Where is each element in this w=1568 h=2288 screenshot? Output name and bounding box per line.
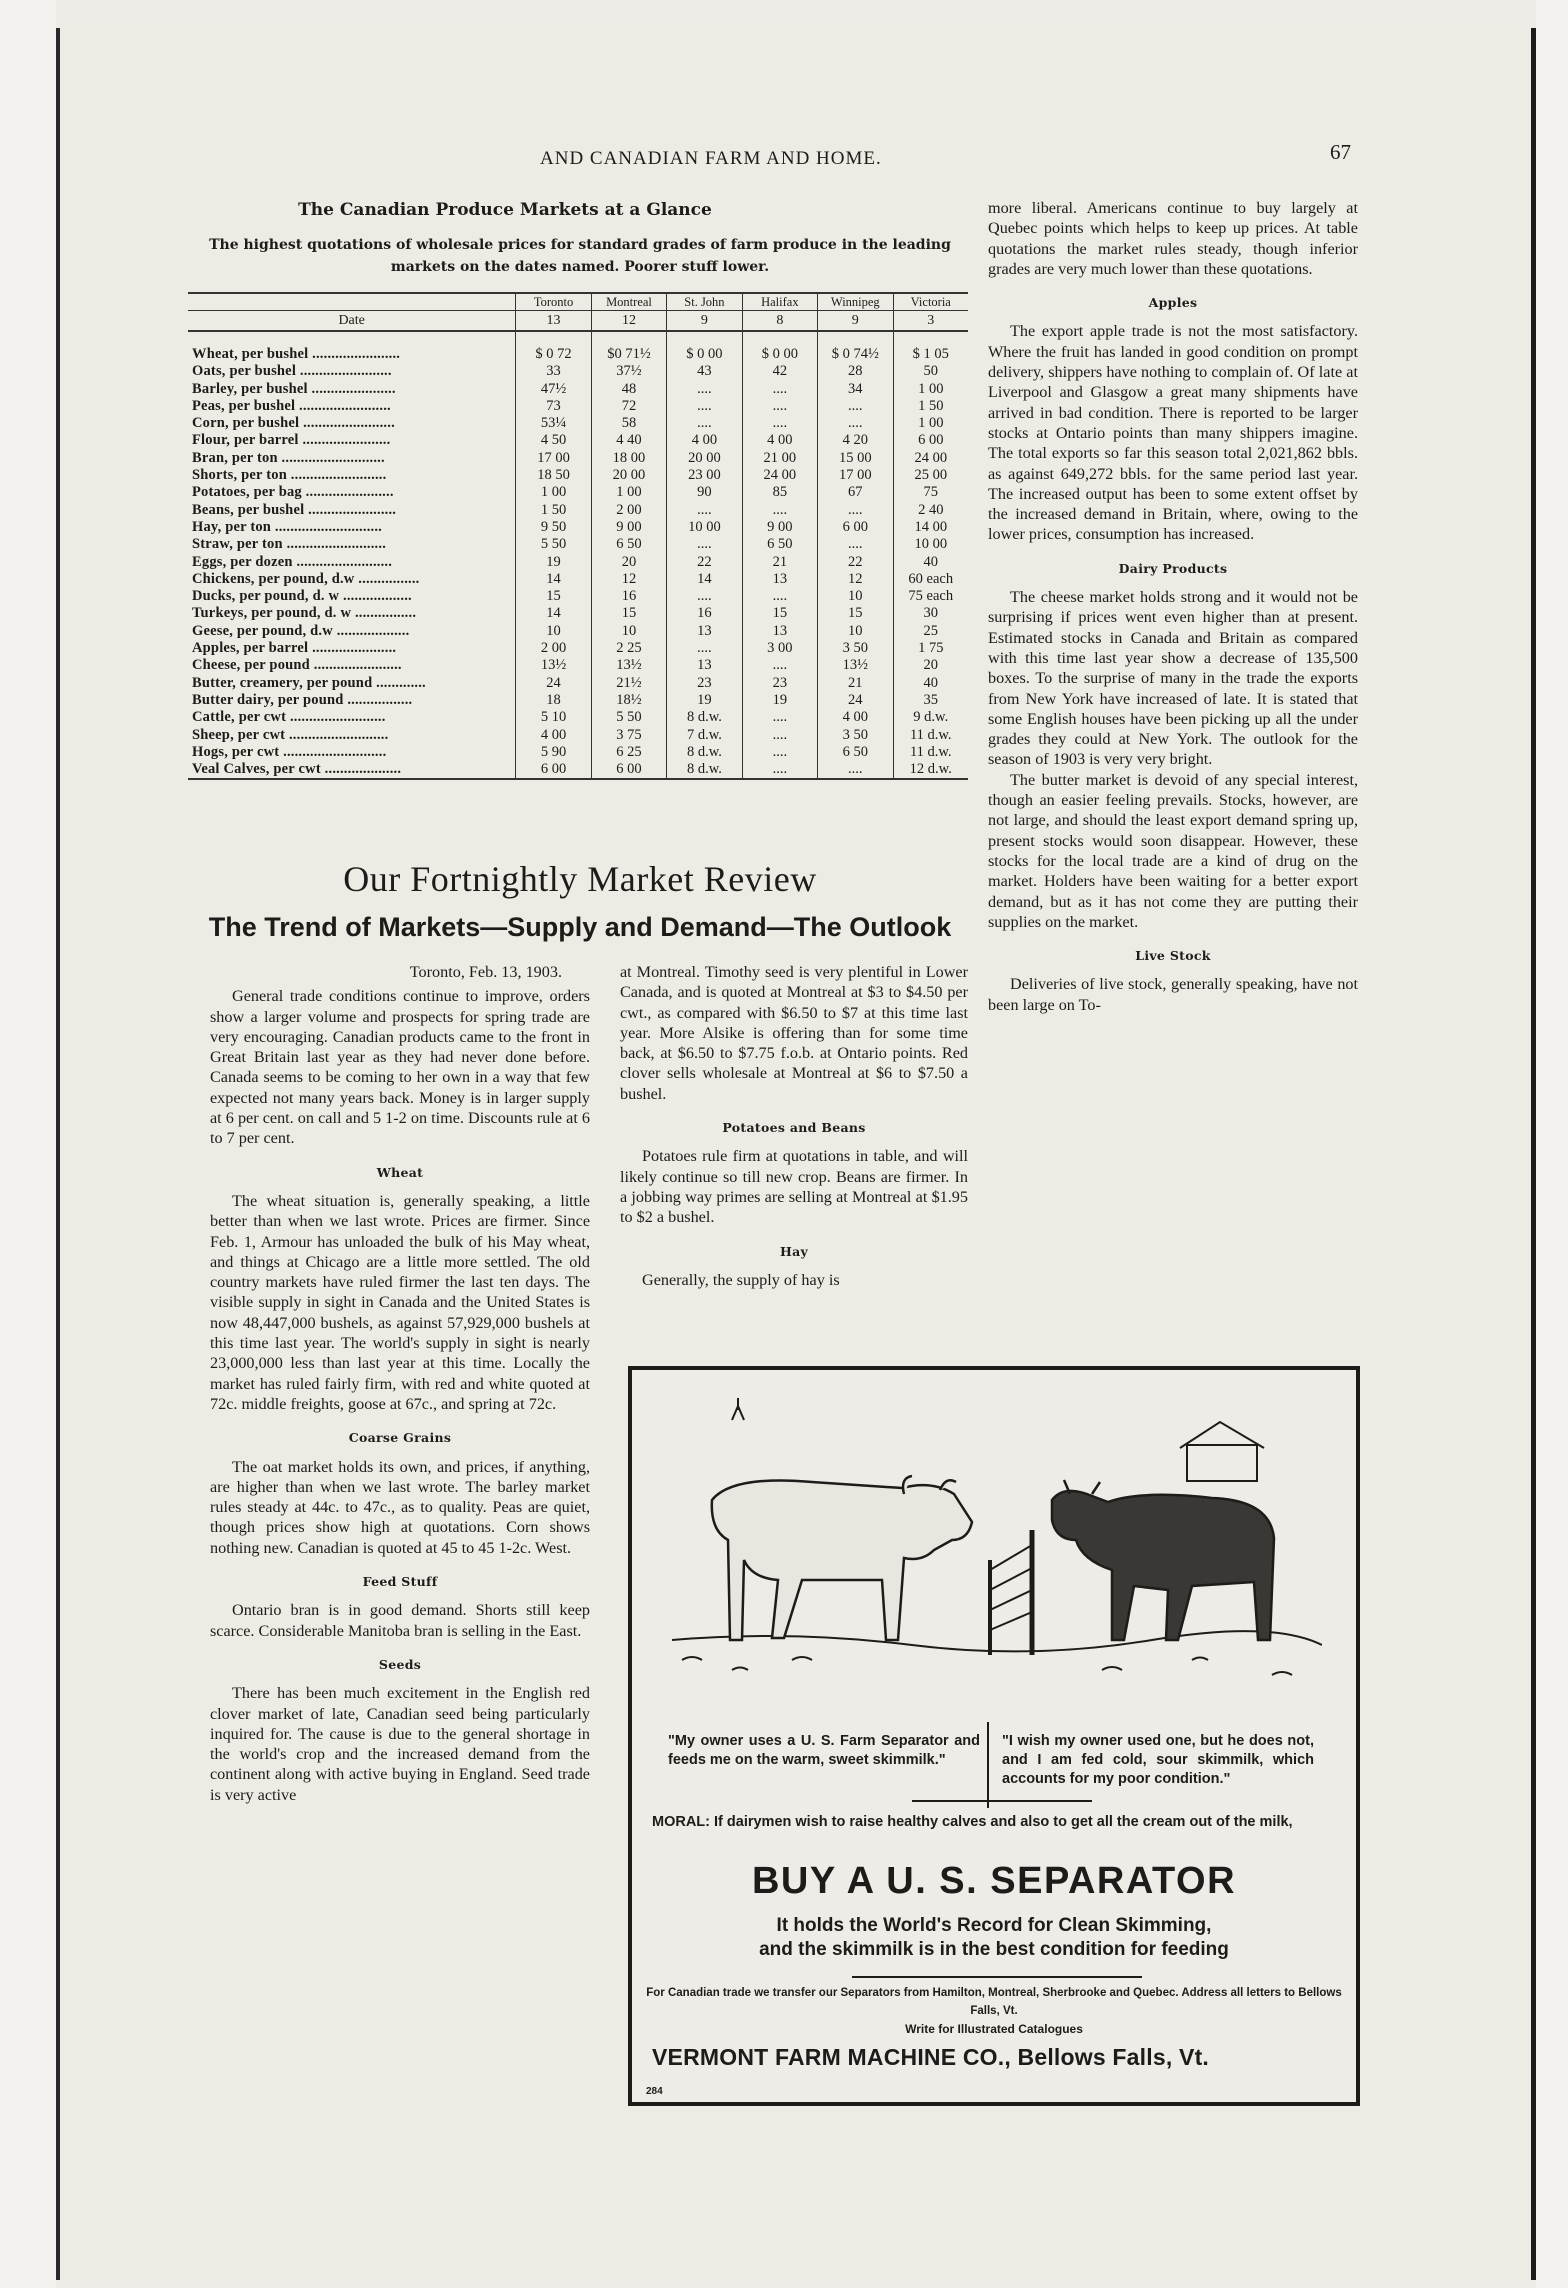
market-header: Victoria	[893, 293, 968, 311]
table-row	[188, 331, 968, 363]
product-name: Apples, per barrel ......................	[192, 640, 397, 657]
ad-tagline	[632, 1914, 1356, 1962]
table-subtitle: The highest quotations of wholesale prices for standard grades of farm produce in the leading markets on the dates named. Poorer stuff lower.	[209, 237, 951, 275]
price-cell: 5 10	[516, 709, 591, 726]
price-cell: 75 each	[893, 588, 968, 605]
table-header-markets	[188, 293, 968, 311]
price-cell: ....	[742, 709, 817, 726]
table-row	[188, 657, 968, 674]
price-cell: 23	[667, 675, 742, 692]
market-header: Montreal	[591, 293, 666, 311]
price-cell: 21 00	[742, 450, 817, 467]
price-cell: 40	[893, 675, 968, 692]
price-cell: ....	[742, 398, 817, 415]
price-cell: 4 20	[818, 432, 893, 449]
price-cell: 1 50	[893, 398, 968, 415]
price-cell: ....	[742, 588, 817, 605]
price-cell: ....	[742, 381, 817, 398]
table-row	[188, 415, 968, 432]
price-cell: ....	[818, 502, 893, 519]
price-cell: 6 50	[742, 536, 817, 553]
ad-catalogue-note: Write for Illustrated Catalogues	[905, 2022, 1083, 2036]
table-row	[188, 502, 968, 519]
table-row	[188, 554, 968, 571]
price-cell: ....	[667, 588, 742, 605]
price-cell: 43	[667, 363, 742, 380]
price-cell: $ 0 72	[516, 331, 591, 363]
price-cell: 10	[818, 588, 893, 605]
price-cell: 13½	[818, 657, 893, 674]
scan-margin-left	[0, 0, 56, 2288]
date-header: 12	[591, 311, 666, 332]
price-cell: 72	[591, 398, 666, 415]
product-name: Oats, per bushel ........................	[192, 363, 392, 380]
price-cell: 19	[667, 692, 742, 709]
section-heading-wheat: Wheat	[376, 1164, 424, 1180]
table-row	[188, 623, 968, 640]
apples-paragraph: The export apple trade is not the most satisfactory. Where the fruit has landed in good condition on prompt delivery, shippers have nothing to complain of. Of late at Liverpool and Glasgow a great many shipments have arrived in bad condition. There is reported to be larger stocks at Ontario points than many shippers imagine. The total exports so far this season total 2,021,862 bbls. as against 649,272 bbls. for the same period last year. The increased output has been to some extent offset by the increased demand in Britain, where, owing to the lower prices, consumption has increased.	[988, 322, 1358, 544]
article-column-right	[988, 198, 1358, 1015]
dateline: Toronto, Feb. 13, 1903.	[409, 963, 562, 981]
price-cell: 13	[667, 623, 742, 640]
quote-healthy-calf: "My owner uses a U. S. Farm Separator and feeds me on the warm, sweet skimmilk."	[668, 1733, 980, 1768]
date-header: 9	[667, 311, 742, 332]
price-cell: 25 00	[893, 467, 968, 484]
price-cell: 18 50	[516, 467, 591, 484]
market-header: Toronto	[516, 293, 591, 311]
price-cell: 12	[591, 571, 666, 588]
price-cell: 16	[667, 605, 742, 622]
price-cell: 3 75	[591, 727, 666, 744]
date-label: Date	[188, 311, 516, 332]
date-header: 8	[742, 311, 817, 332]
price-cell: 6 50	[591, 536, 666, 553]
price-cell: 9 50	[516, 519, 591, 536]
product-name: Corn, per bushel ........................	[192, 415, 395, 432]
price-cell: 40	[893, 554, 968, 571]
table-body	[188, 331, 968, 779]
section-heading-seeds: Seeds	[378, 1656, 422, 1672]
feed-stuff-paragraph: Ontario bran is in good demand. Shorts still keep scarce. Considerable Manitoba bran is selling in the East.	[210, 1601, 590, 1640]
price-cell: 2 00	[516, 640, 591, 657]
price-cell: ....	[818, 398, 893, 415]
price-cell: 13	[742, 571, 817, 588]
price-cell: ....	[742, 415, 817, 432]
price-cell: ....	[667, 398, 742, 415]
price-cell: 13½	[516, 657, 591, 674]
price-cell: 5 90	[516, 744, 591, 761]
price-cell: ....	[667, 502, 742, 519]
table-row	[188, 571, 968, 588]
product-name: Cattle, per cwt .........................	[192, 709, 386, 726]
price-cell: $ 0 00	[667, 331, 742, 363]
price-cell: 21	[818, 675, 893, 692]
price-cell: 12 d.w.	[893, 761, 968, 779]
product-name: Butter, creamery, per pound .............	[192, 674, 426, 691]
price-cell: 2 25	[591, 640, 666, 657]
table-title: The Canadian Produce Markets at a Glance	[298, 200, 712, 220]
ad-moral: MORAL: If dairymen wish to raise healthy calves and also to get all the cream out of the milk,	[652, 1814, 1293, 1830]
ad-code: 284	[646, 2086, 663, 2097]
table-row	[188, 450, 968, 467]
price-cell: ....	[667, 536, 742, 553]
product-name: Bran, per ton ...........................	[192, 449, 385, 466]
price-cell: 3 00	[742, 640, 817, 657]
table-row	[188, 761, 968, 779]
price-cell: 14	[516, 605, 591, 622]
price-cell: 13	[742, 623, 817, 640]
livestock-paragraph: Deliveries of live stock, generally speaking, have not been large on To-	[988, 975, 1358, 1014]
ad-rule	[852, 1976, 1142, 1978]
price-cell: 8 d.w.	[667, 709, 742, 726]
price-cell: 10 00	[667, 519, 742, 536]
table-row	[188, 467, 968, 484]
butter-paragraph: The butter market is devoid of any special interest, though an easier feeling prevails. Stocks, however, are not large, and should the least export demand spring up, present stocks would soon disappear. However, these stocks for the local trade are a kind of drug on the market. Holders have been waiting for a better export demand, but as it has not come they are putting their supplies on the market.	[988, 770, 1358, 931]
product-name: Wheat, per bushel .......................	[192, 346, 401, 362]
price-cell: 15	[742, 605, 817, 622]
product-name: Cheese, per pound .......................	[192, 657, 402, 674]
price-cell: 4 00	[742, 432, 817, 449]
price-cell: 67	[818, 484, 893, 501]
price-cell: 14	[667, 571, 742, 588]
price-cell: 30	[893, 605, 968, 622]
price-cell: 6 50	[818, 744, 893, 761]
table-row	[188, 398, 968, 415]
price-cell: 75	[893, 484, 968, 501]
price-cell: 60 each	[893, 571, 968, 588]
price-cell: $ 0 00	[742, 331, 817, 363]
ad-trade-note: For Canadian trade we transfer our Separators from Hamilton, Montreal, Sherbrooke and Quebec. Address all letters to Bellows Falls, Vt.	[646, 1987, 1342, 2017]
product-name: Ducks, per pound, d. w ..................	[192, 588, 412, 605]
price-cell: 4 00	[667, 432, 742, 449]
market-header: St. John	[667, 293, 742, 311]
ad-tagline-line-1: It holds the World's Record for Clean Skimming,	[776, 1915, 1212, 1936]
table-row	[188, 363, 968, 380]
hay-paragraph: Generally, the supply of hay is	[642, 1270, 840, 1289]
price-cell: 58	[591, 415, 666, 432]
price-cell: 3 50	[818, 640, 893, 657]
price-cell: 53¼	[516, 415, 591, 432]
price-cell: 85	[742, 484, 817, 501]
price-cell: 21½	[591, 675, 666, 692]
price-cell: 22	[818, 554, 893, 571]
price-cell: 6 00	[893, 432, 968, 449]
price-cell: 42	[742, 363, 817, 380]
ad-tagline-line-2: and the skimmilk is in the best condition for feeding	[759, 1939, 1229, 1960]
price-cell: 1 00	[893, 415, 968, 432]
wheat-paragraph: The wheat situation is, generally speaking, a little better than when we last wrote. Prices are firmer. Since Feb. 1, Armour has unloaded the bulk of his May wheat, and things at Chicago are a little more settled. The old country markets have ruled firmer the last ten days. The visible supply in sight in Canada and the United States is now 48,447,000 bushels, as against 57,929,000 bushels at this time last year. The world's supply in sight is nearly 23,000,000 less than last year at this time. Locally the market has ruled fairly firm, with red and white quoted at 72c. middle freights, goose at 67c., and spring at 72c.	[210, 1191, 590, 1413]
price-cell: 1 50	[516, 502, 591, 519]
price-cell: 24 00	[742, 467, 817, 484]
product-name: Beans, per bushel .......................	[192, 501, 397, 518]
calves-illustration-icon	[672, 1390, 1322, 1710]
price-cell: 2 40	[893, 502, 968, 519]
product-name: Barley, per bushel ......................	[192, 380, 396, 397]
date-header: 9	[818, 311, 893, 332]
price-cell: ....	[818, 415, 893, 432]
price-cell: 23 00	[667, 467, 742, 484]
product-name: Potatoes, per bag .......................	[192, 484, 394, 501]
price-cell: 10	[516, 623, 591, 640]
price-cell: 11 d.w.	[893, 727, 968, 744]
scan-margin-right	[1536, 0, 1568, 2288]
price-cell: 34	[818, 381, 893, 398]
table-row	[188, 605, 968, 622]
product-name: Butter dairy, per pound .................	[192, 691, 413, 708]
market-header: Winnipeg	[818, 293, 893, 311]
price-cell: 1 00	[516, 484, 591, 501]
price-cell: 16	[591, 588, 666, 605]
table-header-dates	[188, 311, 968, 332]
section-heading-live-stock: Live Stock	[1135, 948, 1211, 964]
market-header: Halifax	[742, 293, 817, 311]
table-row	[188, 536, 968, 553]
price-cell: ....	[667, 381, 742, 398]
section-heading-potatoes-beans: Potatoes and Beans	[722, 1120, 866, 1136]
section-heading-apples: Apples	[1148, 295, 1198, 311]
price-cell: 33	[516, 363, 591, 380]
price-cell: 4 40	[591, 432, 666, 449]
table-row	[188, 709, 968, 726]
section-heading-feed-stuff: Feed Stuff	[362, 1574, 438, 1590]
price-cell: 15	[591, 605, 666, 622]
product-name: Geese, per pound, d.w ...................	[192, 622, 410, 639]
price-cell: 3 50	[818, 727, 893, 744]
intro-paragraph: General trade conditions continue to improve, orders show a larger volume and prospects for spring trade are very encouraging. Canadian products came to the front in Great Britain last year as they had never done before. Canada seems to be coming to her own in a way that few expected not many years back. Money is in larger supply at 6 per cent. on call and 5 1-2 on time. Discounts rule at 6 to 7 per cent.	[210, 987, 590, 1148]
coarse-grains-paragraph: The oat market holds its own, and prices, if anything, are higher than when we last wrote. The barley market rules steady at 44c. to 47c., as to quality. Peas are quiet, though prices show high at quotations. Corn shows nothing new. Canadian is quoted at 45 to 45 1-2c. West.	[210, 1457, 590, 1557]
price-cell: 5 50	[516, 536, 591, 553]
price-cell: 20	[893, 657, 968, 674]
table-row	[188, 692, 968, 709]
price-cell: ....	[818, 536, 893, 553]
price-cell: 18½	[591, 692, 666, 709]
price-cell: 2 00	[591, 502, 666, 519]
quote-poor-calf: "I wish my owner used one, but he does not, and I am fed cold, sour skimmilk, which accounts for my poor condition."	[1002, 1733, 1314, 1787]
price-cell: 8 d.w.	[667, 761, 742, 779]
price-cell: 10	[818, 623, 893, 640]
price-cell: 12	[818, 571, 893, 588]
price-cell: 13	[667, 657, 742, 674]
date-header: 13	[516, 311, 591, 332]
price-cell: 22	[667, 554, 742, 571]
price-cell: 21	[742, 554, 817, 571]
price-cell: $0 71½	[591, 331, 666, 363]
price-cell: 19	[742, 692, 817, 709]
price-cell: 4 00	[516, 727, 591, 744]
table-row	[188, 727, 968, 744]
ad-headline: BUY A U. S. SEPARATOR	[751, 1860, 1237, 1902]
price-cell: 1 00	[893, 381, 968, 398]
seeds-paragraph: There has been much excitement in the English red clover market of late, Canadian seed being particularly inquired for. The cause is due to the general shortage in the world's crop and the increased demand from the continent along with active buying in England. Seed trade is very active	[210, 1684, 590, 1804]
ad-company-name: VERMONT FARM MACHINE CO., Bellows Falls, Vt.	[652, 2044, 1210, 2070]
price-cell: 6 00	[516, 761, 591, 779]
article-column-middle	[620, 962, 968, 1290]
price-cell: 6 00	[818, 519, 893, 536]
potatoes-paragraph: Potatoes rule firm at quotations in table, and will likely continue so till new crop. Beans are firmer. In a jobbing way primes are selling at Montreal at $1.95 to $2 a bushel.	[620, 1147, 968, 1227]
table-row	[188, 519, 968, 536]
running-head: AND CANADIAN FARM AND HOME.	[540, 148, 882, 169]
quote-divider	[987, 1722, 989, 1808]
price-cell: 25	[893, 623, 968, 640]
review-subtitle: The Trend of Markets—Supply and Demand—The Outlook	[208, 912, 952, 942]
product-name: Peas, per bushel ........................	[192, 397, 391, 414]
price-cell: 15 00	[818, 450, 893, 467]
price-cell: 17 00	[516, 450, 591, 467]
price-cell: 20 00	[591, 467, 666, 484]
product-name: Hogs, per cwt ...........................	[192, 743, 387, 760]
price-cell: 24	[516, 675, 591, 692]
price-cell: ....	[742, 744, 817, 761]
price-cell: 20	[591, 554, 666, 571]
seeds-continued: at Montreal. Timothy seed is very plentiful in Lower Canada, and is quoted at Montreal at $3 to $4.50 per cwt., as compared with $6.50 to $7 at this time last year. More Alsike is offering than for some time back, at $6.50 to $7.75 f.o.b. at Ontario points. Red clover sells wholesale at Montreal at $6 to $7.50 a bushel.	[620, 963, 968, 1103]
price-cell: 5 50	[591, 709, 666, 726]
price-cell: 50	[893, 363, 968, 380]
price-cell: $ 1 05	[893, 331, 968, 363]
price-cell: 20 00	[667, 450, 742, 467]
price-cell: 15	[818, 605, 893, 622]
table-row	[188, 381, 968, 398]
review-title: Our Fortnightly Market Review	[343, 859, 817, 899]
price-cell: 7 d.w.	[667, 727, 742, 744]
produce-price-table	[188, 292, 968, 780]
product-name: Flour, per barrel .......................	[192, 432, 391, 449]
separator-advertisement	[628, 1366, 1360, 2106]
product-name: Hay, per ton ............................	[192, 518, 382, 535]
price-cell: 35	[893, 692, 968, 709]
price-cell: 23	[742, 675, 817, 692]
product-name: Sheep, per cwt ..........................	[192, 726, 389, 743]
price-cell: 17 00	[818, 467, 893, 484]
price-cell: 24 00	[893, 450, 968, 467]
price-cell: ....	[742, 657, 817, 674]
price-cell: ....	[667, 415, 742, 432]
product-name: Eggs, per dozen .........................	[192, 553, 393, 570]
header-blank	[188, 293, 516, 311]
article-column-left	[210, 962, 590, 1805]
price-cell: 15	[516, 588, 591, 605]
price-cell: 11 d.w.	[893, 744, 968, 761]
price-cell: 19	[516, 554, 591, 571]
table-row	[188, 675, 968, 692]
price-cell: 6 00	[591, 761, 666, 779]
price-cell: ....	[667, 640, 742, 657]
table-row	[188, 484, 968, 501]
price-cell: 73	[516, 398, 591, 415]
price-cell: ....	[742, 727, 817, 744]
table-row	[188, 744, 968, 761]
price-cell: 90	[667, 484, 742, 501]
cheese-paragraph: The cheese market holds strong and it would not be surprising if prices went even higher than at present. Estimated stocks in Canada and Britain as compared with this time last year show a decrease of 135,500 boxes. To the surprise of many in the trade the exports from New York have increased of late. It is stated that some English houses have been picking up all the under grades they could at New York. The outlook for the season of 1903 is very very bright.	[988, 588, 1358, 769]
section-heading-hay: Hay	[779, 1243, 809, 1259]
price-cell: 8 d.w.	[667, 744, 742, 761]
price-cell: 37½	[591, 363, 666, 380]
price-cell: 14	[516, 571, 591, 588]
price-cell: ....	[818, 761, 893, 779]
price-cell: 10	[591, 623, 666, 640]
price-cell: $ 0 74½	[818, 331, 893, 363]
price-cell: 9 00	[591, 519, 666, 536]
price-cell: 13½	[591, 657, 666, 674]
price-cell: 28	[818, 363, 893, 380]
table-row	[188, 588, 968, 605]
price-cell: 47½	[516, 381, 591, 398]
price-cell: 18	[516, 692, 591, 709]
price-cell: 6 25	[591, 744, 666, 761]
price-cell: 9 d.w.	[893, 709, 968, 726]
moral-rule	[912, 1800, 1092, 1802]
price-cell: 14 00	[893, 519, 968, 536]
price-cell: 4 00	[818, 709, 893, 726]
price-cell: 9 00	[742, 519, 817, 536]
price-cell: 1 75	[893, 640, 968, 657]
product-name: Straw, per ton ..........................	[192, 536, 387, 553]
price-cell: ....	[742, 761, 817, 779]
product-name: Shorts, per ton .........................	[192, 467, 387, 484]
price-cell: 18 00	[591, 450, 666, 467]
price-cell: 1 00	[591, 484, 666, 501]
price-cell: 48	[591, 381, 666, 398]
table-row	[188, 432, 968, 449]
price-cell: 24	[818, 692, 893, 709]
product-name: Veal Calves, per cwt ....................	[188, 761, 516, 779]
product-name: Chickens, per pound, d.w ................	[192, 570, 420, 587]
section-heading-dairy-products: Dairy Products	[1118, 560, 1228, 576]
table-row	[188, 640, 968, 657]
page-number: 67	[1330, 140, 1351, 164]
price-cell: 4 50	[516, 432, 591, 449]
price-cell: ....	[742, 502, 817, 519]
hay-continued: more liberal. Americans continue to buy largely at Quebec points which helps to keep up prices. At table quotations the market rules steady, though inferior grades are very much lower than these quotations.	[988, 199, 1358, 278]
date-header: 3	[893, 311, 968, 332]
section-heading-coarse-grains: Coarse Grains	[348, 1430, 452, 1446]
product-name: Turkeys, per pound, d. w ................	[192, 605, 417, 622]
price-cell: 10 00	[893, 536, 968, 553]
